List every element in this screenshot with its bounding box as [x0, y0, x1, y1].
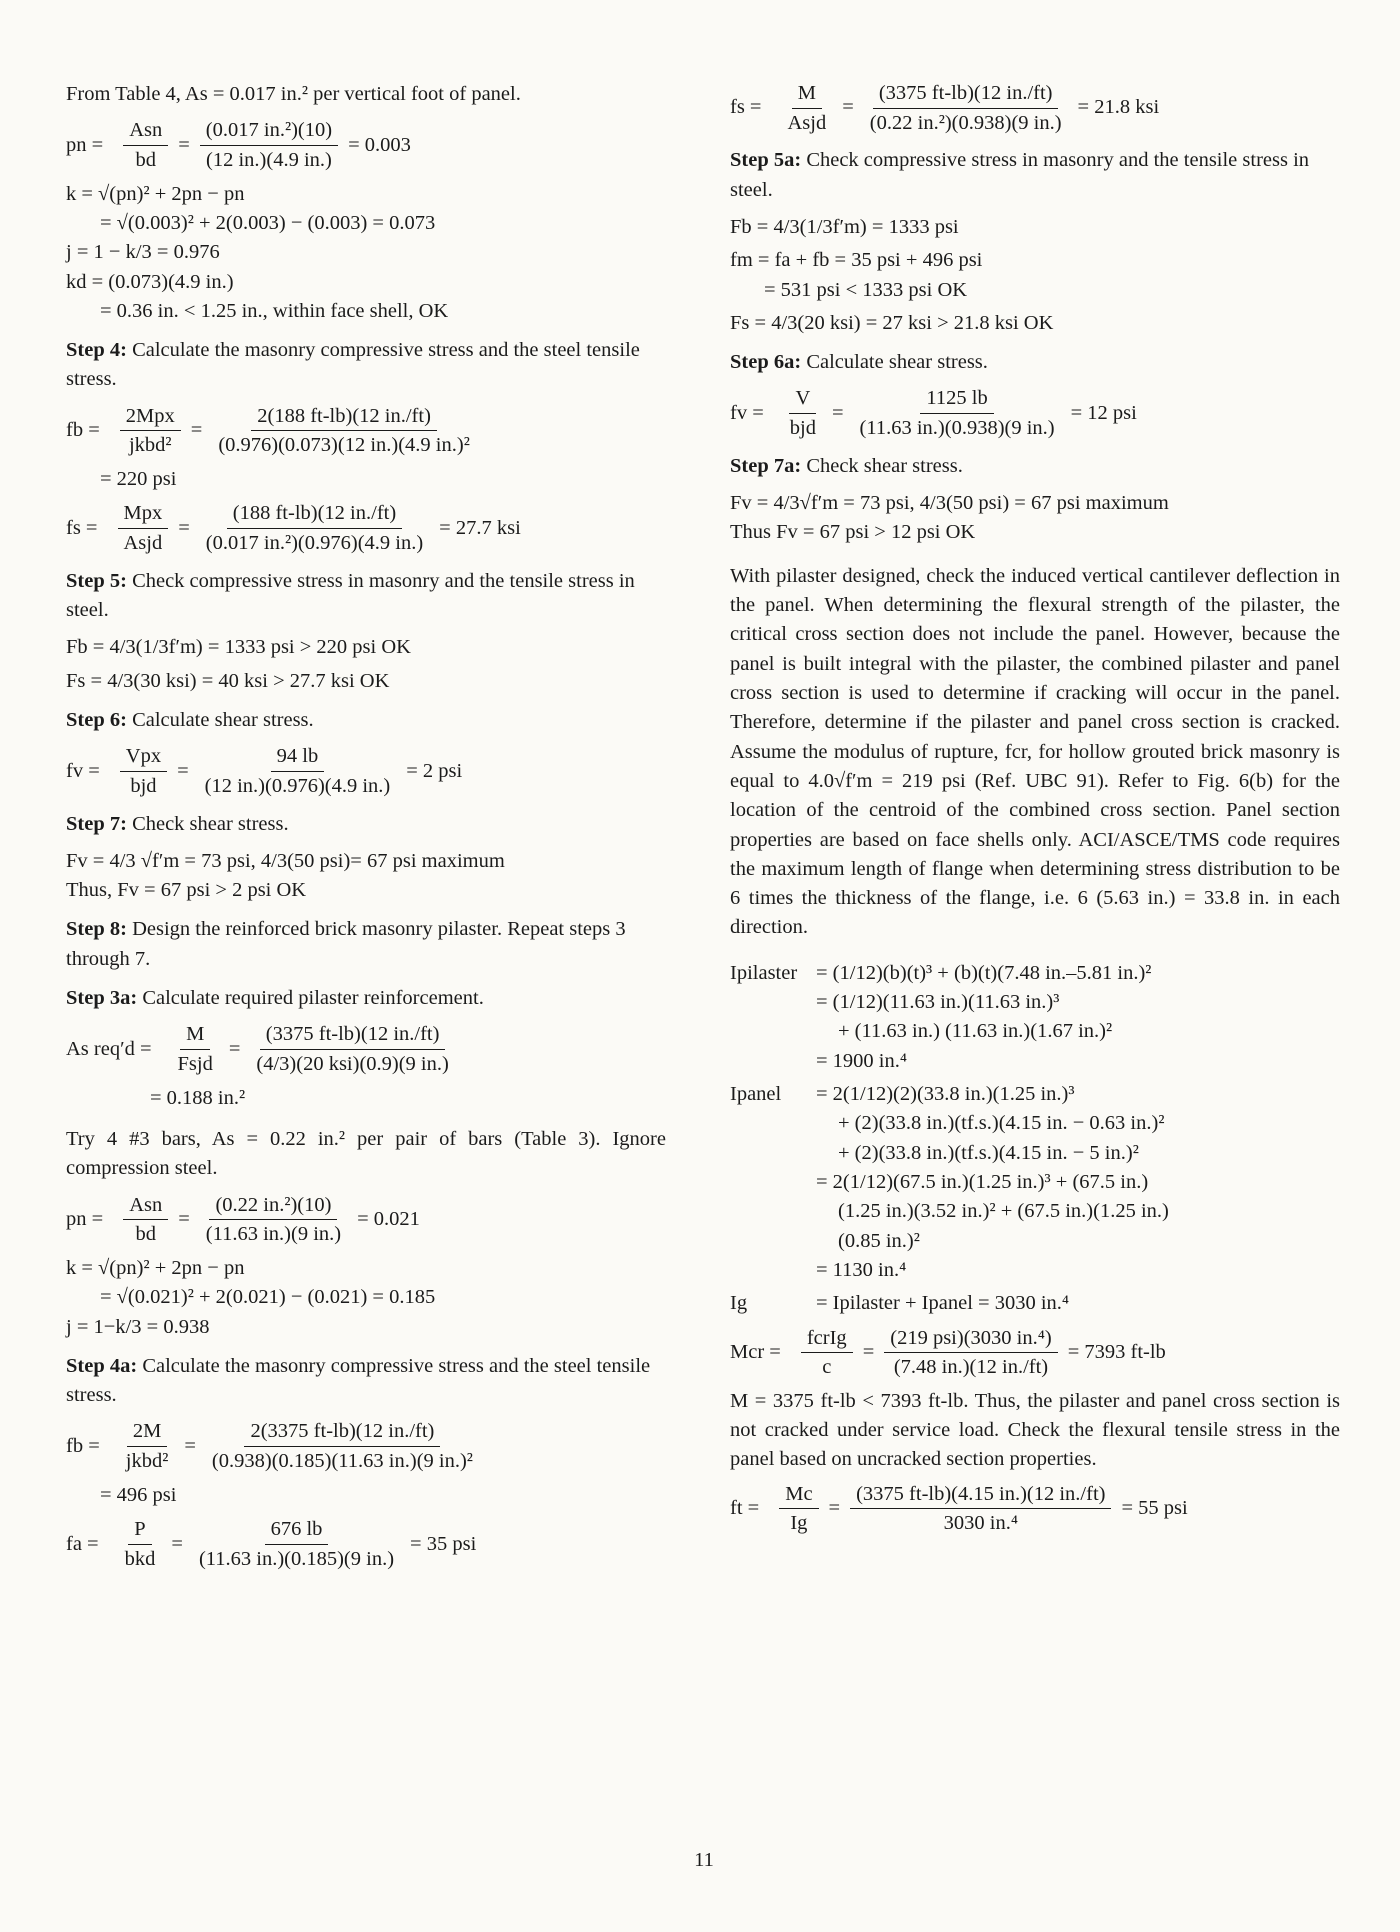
- fs2-equation: fs = $\frac{M}{\text{Asjd}}$ = $\frac{(3375 ft-lb)(12 in./ft)}{\text{(0.22 in.²)(0.938)(9 in.)}}$ = 21.8 ksi: [730, 82, 1160, 134]
- Fs2-line: Fs = 4/3(20 ksi) = 27 ksi > 21.8 ksi OK: [730, 311, 1054, 334]
- pn1-equation: pn = $\frac{\text{Asn}}{bd}$ = $\frac{\text{(0.017 in.²)(10)}}{(12 in.)(4.9 in.)}$ = 0.003: [66, 119, 411, 171]
- step7: Step 7: Check shear stress.: [66, 812, 289, 835]
- cracking-paragraph: With pilaster designed, check the induced vertical cantilever deflection in the panel. When determining the flexural strength of the pilaster, the critical cross section does not include the panel. However, because the panel is built integral with the pilaster, the combined pilaster and panel cross section is used to determine if cracking will occur in the panel. Therefore, determine if the pilaster and panel cross section is cracked. Assume the modulus of rupture, fcr, for hollow grouted brick masonry is equal to 4.0√f′m = 219 psi (Ref. UBC 91). Refer to Fig. 6(b) for the location of the centroid of the combined cross section. Panel section properties are based on face shells only. ACI/ASCE/TMS code requires the maximum length of flange when determining stress distribution to be 6 times the thickness of the flange, i.e. 6 (5.63 in.) = 33.8 in. in each direction.: [730, 564, 1340, 939]
- intro-text: From Table 4, As = 0.017 in.² per vertical foot of panel.: [66, 83, 521, 105]
- As-req-equation: As req′d = $\frac{M}{\text{Fsjd}}$ = $\frac{(3375 ft-lb)(12 in./ft)}{\text{(4/3)(20 ksi)(0.9)(9 in.)}}$: [66, 1023, 449, 1076]
- Ig-block: Ig = Ipilaster + Ipanel = 3030 in.⁴: [730, 1292, 1070, 1315]
- k2-line-a: k = √(pn)² + 2pn − pn: [66, 1256, 245, 1279]
- step6: Step 6: Calculate shear stress.: [66, 708, 314, 731]
- Fv1-line-a: Fv = 4/3 √f′m = 73 psi, 4/3(50 psi)= 67 psi maximum: [66, 849, 505, 872]
- k1-line-b: = √(0.003)² + 2(0.003) − (0.003) = 0.073: [100, 211, 436, 234]
- kd-line-a: kd = (0.073)(4.9 in.): [66, 270, 234, 293]
- j2-line: j = 1−k/3 = 0.938: [66, 1315, 210, 1338]
- fm-line-b: = 531 psi < 1333 psi OK: [764, 278, 968, 301]
- ft-equation: ft = $\frac{Mc}{Ig}$ = $\frac{(3375 ft-lb)(4.15 in.)(12 in./ft)}{\text{3030 in.⁴}}$ = 55 psi: [730, 1482, 1188, 1535]
- Fb1-line: Fb = 4/3(1/3f′m) = 1333 psi > 220 psi OK: [66, 636, 411, 659]
- As-req-result: = 0.188 in.²: [150, 1086, 246, 1109]
- step6a: Step 6a: Calculate shear stress.: [730, 351, 988, 374]
- Fb2-line: Fb = 4/3(1/3f′m) = 1333 psi: [730, 215, 959, 238]
- right-column: [730, 80, 1340, 1543]
- fv1-equation: fv = $\frac{\text{Vpx}}{\text{bjd}}$ = $\frac{94 lb}{(12 in.)(0.976)(4.9 in.)}$ = 2 psi: [66, 745, 463, 797]
- fa-equation: fa = $\frac{P}{\text{bkd}}$ = $\frac{676 lb}{(11.63 in.)(0.185)(9 in.)}$ = 35 psi: [66, 1518, 477, 1570]
- step5: Step 5: Check compressive stress in masonry and the tensile stress in steel.: [66, 569, 635, 621]
- fb1-equation: fb = $\frac{\text{2Mpx}}{\text{jkbd²}}$ = $\frac{2(188 ft-lb)(12 in./ft)}{\text{(0.976)(0.073)(12 in.)(4.9 in.)²}}$: [66, 404, 470, 457]
- fm-line-a: fm = fa + fb = 35 psi + 496 psi: [730, 249, 983, 272]
- step4a: Step 4a: Calculate the masonry compressive stress and the steel tensile stress.: [66, 1354, 651, 1407]
- Ipilaster-block: Ipilaster = (1/12)(b)(t)³ + (b)(t)(7.48 in.–5.81 in.)² = (1/12)(11.63 in.)(11.63 in.)³ + (11.63 in.) (11.63 in.)(1.67 in.)² = 1900 in.⁴: [730, 961, 1152, 1072]
- fb1-result: = 220 psi: [100, 468, 177, 491]
- fv2-equation: fv = $\frac{V}{\text{bjd}}$ = $\frac{1125 lb}{(11.63 in.)(0.938)(9 in.)}$ = 12 psi: [730, 387, 1137, 440]
- k2-line-b: = √(0.021)² + 2(0.021) − (0.021) = 0.185: [100, 1286, 436, 1309]
- fb2-result: = 496 psi: [100, 1483, 177, 1506]
- step5a: Step 5a: Check compressive stress in masonry and the tensile stress in steel.: [730, 149, 1310, 201]
- Ipanel-block: Ipanel = 2(1/12)(2)(33.8 in.)(1.25 in.)³ + (2)(33.8 in.)(tf.s.)(4.15 in. − 0.63 in.)² + (2)(33.8 in.)(tf.s.)(4.15 in. − 5 in.)² = 2(1/12)(67.5 in.)(1.25 in.)³ + (67.5 in.) (1.25 in.)(3.52 in.)² + (67.5 in.)(1.25 in.) (0.85 in.)² = 1130 in.⁴: [730, 1083, 1169, 1281]
- step7a: Step 7a: Check shear stress.: [730, 454, 963, 477]
- kd-line-b: = 0.36 in. < 1.25 in., within face shell, OK: [100, 299, 449, 322]
- left-column: [66, 80, 666, 1578]
- Fs1-line: Fs = 4/3(30 ksi) = 40 ksi > 27.7 ksi OK: [66, 669, 390, 692]
- Mcr-equation: Mcr = $\frac{\text{fcrIg}}{c}$ = $\frac{\text{(219 psi)(3030 in.⁴)}}{(7.48 in.)(12 in./ft)}$ = 7393 ft-lb: [730, 1326, 1166, 1379]
- step3a: Step 3a: Calculate required pilaster reinforcement.: [66, 987, 484, 1010]
- pn2-equation: pn = $\frac{\text{Asn}}{bd}$ = $\frac{\text{(0.22 in.²)(10)}}{(11.63 in.)(9 in.)}$ = 0.021: [66, 1193, 420, 1246]
- Fv2-line-b: Thus Fv = 67 psi > 12 psi OK: [730, 521, 976, 544]
- conclusion-paragraph: M = 3375 ft-lb < 7393 ft-lb. Thus, the pilaster and panel cross section is not cracked under service load. Check the flexural tensile stress in the panel based on uncracked section properties.: [730, 1389, 1340, 1471]
- fb2-equation: fb = $\frac{2M}{\text{jkbd²}}$ = $\frac{2(3375 ft-lb)(12 in./ft)}{\text{(0.938)(0.185)(11.63 in.)(9 in.)²}}$: [66, 1420, 473, 1473]
- fs1-equation: fs = $\frac{\text{Mpx}}{\text{Asjd}}$ = $\frac{(188 ft-lb)(12 in./ft)}{\text{(0.017 in.²)(0.976)(4.9 in.)}}$ = 27.7 ksi: [66, 502, 521, 555]
- j1-line: j = 1 − k/3 = 0.976: [66, 241, 220, 264]
- try-bars-text: Try 4 #3 bars, As = 0.22 in.² per pair of bars (Table 3). Ignore compression steel.: [66, 1127, 666, 1180]
- k1-line-a: k = √(pn)² + 2pn − pn: [66, 182, 245, 205]
- Fv1-line-b: Thus, Fv = 67 psi > 2 psi OK: [66, 879, 307, 902]
- step8: Step 8: Design the reinforced brick masonry pilaster. Repeat steps 3 through 7.: [66, 918, 626, 970]
- page-number: 11: [694, 1849, 714, 1871]
- Fv2-line-a: Fv = 4/3√f′m = 73 psi, 4/3(50 psi) = 67 psi maximum: [730, 492, 1169, 515]
- step4: Step 4: Calculate the masonry compressive stress and the steel tensile stress.: [66, 339, 640, 391]
